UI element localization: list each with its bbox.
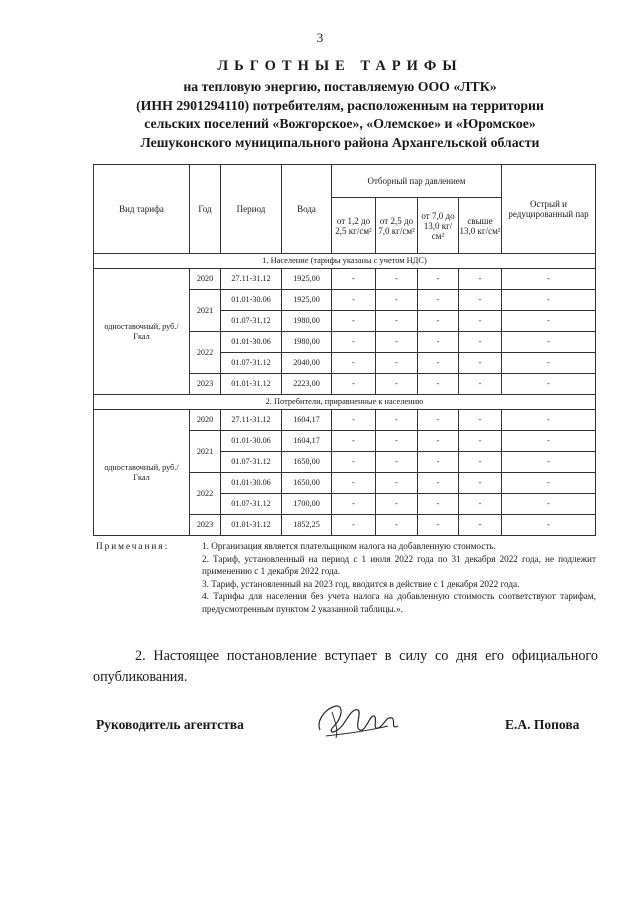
signatory-position: Руководитель агентства bbox=[96, 717, 244, 732]
header-steam: Отборный пар давлением bbox=[332, 165, 502, 198]
empty-value-cell: - bbox=[502, 431, 596, 452]
water-cell: 1700,00 bbox=[282, 494, 332, 515]
empty-value-cell: - bbox=[502, 290, 596, 311]
empty-value-cell: - bbox=[332, 431, 376, 452]
water-cell: 1604,17 bbox=[282, 431, 332, 452]
empty-value-cell: - bbox=[332, 269, 376, 290]
notes bbox=[96, 540, 596, 615]
table-row bbox=[94, 269, 596, 290]
period-cell: 27.11-31.12 bbox=[221, 269, 282, 290]
table-body bbox=[94, 254, 596, 536]
tariff-type-cell: одноставочный, руб./Гкал bbox=[94, 269, 190, 395]
empty-value-cell: - bbox=[459, 452, 502, 473]
empty-value-cell: - bbox=[332, 353, 376, 374]
header-type: Вид тарифа bbox=[94, 165, 190, 254]
title-line: сельских поселений «Вожгорское», «Олемское» и «Юромское» bbox=[144, 116, 536, 131]
water-cell: 2040,00 bbox=[282, 353, 332, 374]
empty-value-cell: - bbox=[459, 473, 502, 494]
empty-value-cell: - bbox=[418, 353, 459, 374]
note-item: 3. Тариф, установленный на 2023 год, вводится в действие с 1 декабря 2022 года. bbox=[202, 578, 520, 589]
empty-value-cell: - bbox=[502, 311, 596, 332]
empty-value-cell: - bbox=[418, 452, 459, 473]
water-cell: 1650,00 bbox=[282, 452, 332, 473]
empty-value-cell: - bbox=[459, 410, 502, 431]
document-title bbox=[60, 58, 620, 152]
year-cell: 2023 bbox=[190, 515, 221, 536]
empty-value-cell: - bbox=[459, 494, 502, 515]
header-year: Год bbox=[190, 165, 221, 254]
empty-value-cell: - bbox=[459, 431, 502, 452]
empty-value-cell: - bbox=[418, 269, 459, 290]
empty-value-cell: - bbox=[418, 374, 459, 395]
year-cell: 2022 bbox=[190, 473, 221, 515]
page-number: 3 bbox=[316, 30, 324, 45]
water-cell: 1604,17 bbox=[282, 410, 332, 431]
empty-value-cell: - bbox=[418, 410, 459, 431]
note-item: 2. Тариф, установленный на период с 1 июля 2022 года по 31 декабря 2022 года, не подлежит применению с 1 декабря 2022 года. bbox=[202, 553, 596, 576]
year-cell: 2020 bbox=[190, 410, 221, 431]
empty-value-cell: - bbox=[502, 452, 596, 473]
empty-value-cell: - bbox=[376, 353, 418, 374]
water-cell: 1925,00 bbox=[282, 290, 332, 311]
period-cell: 27.11-31.12 bbox=[221, 410, 282, 431]
notes-label: Примечания: bbox=[96, 541, 170, 551]
tariff-table bbox=[93, 164, 596, 536]
header-sharp-steam: Острый и редуцированный пар bbox=[502, 165, 596, 254]
empty-value-cell: - bbox=[332, 290, 376, 311]
title-line: Лешуконского муниципального района Архангельской области bbox=[140, 134, 540, 150]
note-item: 1. Организация является плательщиком налога на добавленную стоимость. bbox=[202, 541, 496, 551]
empty-value-cell: - bbox=[418, 290, 459, 311]
empty-value-cell: - bbox=[376, 374, 418, 395]
period-cell: 01.01-30.06 bbox=[221, 332, 282, 353]
empty-value-cell: - bbox=[418, 494, 459, 515]
handwritten-signature bbox=[312, 696, 402, 746]
empty-value-cell: - bbox=[502, 332, 596, 353]
note-item: 4. Тарифы для населения без учета налога на добавленную стоимость соответствуют тарифам, предусмотренным пунктом 2 указанной таблицы.». bbox=[202, 591, 596, 614]
empty-value-cell: - bbox=[332, 332, 376, 353]
header-steam-col-3: от 7,0 до 13,0 кг/см² bbox=[418, 198, 459, 254]
water-cell: 1852,25 bbox=[282, 515, 332, 536]
year-cell: 2023 bbox=[190, 374, 221, 395]
empty-value-cell: - bbox=[332, 494, 376, 515]
empty-value-cell: - bbox=[376, 515, 418, 536]
empty-value-cell: - bbox=[459, 332, 502, 353]
empty-value-cell: - bbox=[376, 410, 418, 431]
empty-value-cell: - bbox=[418, 431, 459, 452]
empty-value-cell: - bbox=[502, 410, 596, 431]
empty-value-cell: - bbox=[332, 374, 376, 395]
empty-value-cell: - bbox=[376, 332, 418, 353]
empty-value-cell: - bbox=[459, 515, 502, 536]
period-cell: 01.01-30.06 bbox=[221, 290, 282, 311]
empty-value-cell: - bbox=[502, 515, 596, 536]
tariff-type-cell: одноставочный, руб./Гкал bbox=[94, 410, 190, 536]
water-cell: 2223,00 bbox=[282, 374, 332, 395]
water-cell: 1650,00 bbox=[282, 473, 332, 494]
empty-value-cell: - bbox=[332, 473, 376, 494]
empty-value-cell: - bbox=[418, 311, 459, 332]
period-cell: 01.01-30.06 bbox=[221, 431, 282, 452]
title-line: на тепловую энергию, поставляемую ООО «ЛТК» bbox=[183, 79, 497, 94]
empty-value-cell: - bbox=[418, 332, 459, 353]
empty-value-cell: - bbox=[502, 374, 596, 395]
empty-value-cell: - bbox=[502, 269, 596, 290]
header-water: Вода bbox=[282, 165, 332, 254]
empty-value-cell: - bbox=[376, 290, 418, 311]
empty-value-cell: - bbox=[332, 515, 376, 536]
section-title: 2. Потребители, приравненные к населению bbox=[94, 395, 596, 410]
empty-value-cell: - bbox=[376, 311, 418, 332]
empty-value-cell: - bbox=[459, 374, 502, 395]
period-cell: 01.01-31.12 bbox=[221, 374, 282, 395]
empty-value-cell: - bbox=[376, 269, 418, 290]
water-cell: 1980,00 bbox=[282, 332, 332, 353]
empty-value-cell: - bbox=[502, 353, 596, 374]
empty-value-cell: - bbox=[418, 473, 459, 494]
effective-paragraph: 2. Настоящее постановление вступает в силу со дня его официального опубликования. bbox=[93, 648, 598, 685]
empty-value-cell: - bbox=[376, 473, 418, 494]
header-steam-col-2: от 2,5 до 7,0 кг/см² bbox=[376, 198, 418, 254]
period-cell: 01.01-31.12 bbox=[221, 515, 282, 536]
empty-value-cell: - bbox=[459, 269, 502, 290]
period-cell: 01.07-31.12 bbox=[221, 311, 282, 332]
header-steam-col-4: свыше 13,0 кг/см² bbox=[459, 198, 502, 254]
water-cell: 1980,00 bbox=[282, 311, 332, 332]
year-cell: 2021 bbox=[190, 290, 221, 332]
empty-value-cell: - bbox=[376, 431, 418, 452]
water-cell: 1925,00 bbox=[282, 269, 332, 290]
empty-value-cell: - bbox=[332, 452, 376, 473]
header-steam-col-1: от 1,2 до 2,5 кг/см² bbox=[332, 198, 376, 254]
period-cell: 01.07-31.12 bbox=[221, 452, 282, 473]
year-cell: 2020 bbox=[190, 269, 221, 290]
empty-value-cell: - bbox=[332, 311, 376, 332]
table-row bbox=[94, 410, 596, 431]
period-cell: 01.07-31.12 bbox=[221, 353, 282, 374]
empty-value-cell: - bbox=[459, 290, 502, 311]
period-cell: 01.07-31.12 bbox=[221, 494, 282, 515]
section-title: 1. Население (тарифы указаны с учетом НДС) bbox=[94, 254, 596, 269]
empty-value-cell: - bbox=[502, 494, 596, 515]
empty-value-cell: - bbox=[502, 473, 596, 494]
empty-value-cell: - bbox=[459, 311, 502, 332]
year-cell: 2022 bbox=[190, 332, 221, 374]
title-main: ЛЬГОТНЫЕ ТАРИФЫ bbox=[217, 58, 463, 74]
period-cell: 01.01-30.06 bbox=[221, 473, 282, 494]
title-line: (ИНН 2901294110) потребителям, расположенным на территории bbox=[136, 97, 544, 113]
empty-value-cell: - bbox=[332, 410, 376, 431]
empty-value-cell: - bbox=[376, 494, 418, 515]
year-cell: 2021 bbox=[190, 431, 221, 473]
header-period: Период bbox=[221, 165, 282, 254]
empty-value-cell: - bbox=[376, 452, 418, 473]
signatory-name: Е.А. Попова bbox=[505, 717, 580, 732]
empty-value-cell: - bbox=[459, 353, 502, 374]
empty-value-cell: - bbox=[418, 515, 459, 536]
